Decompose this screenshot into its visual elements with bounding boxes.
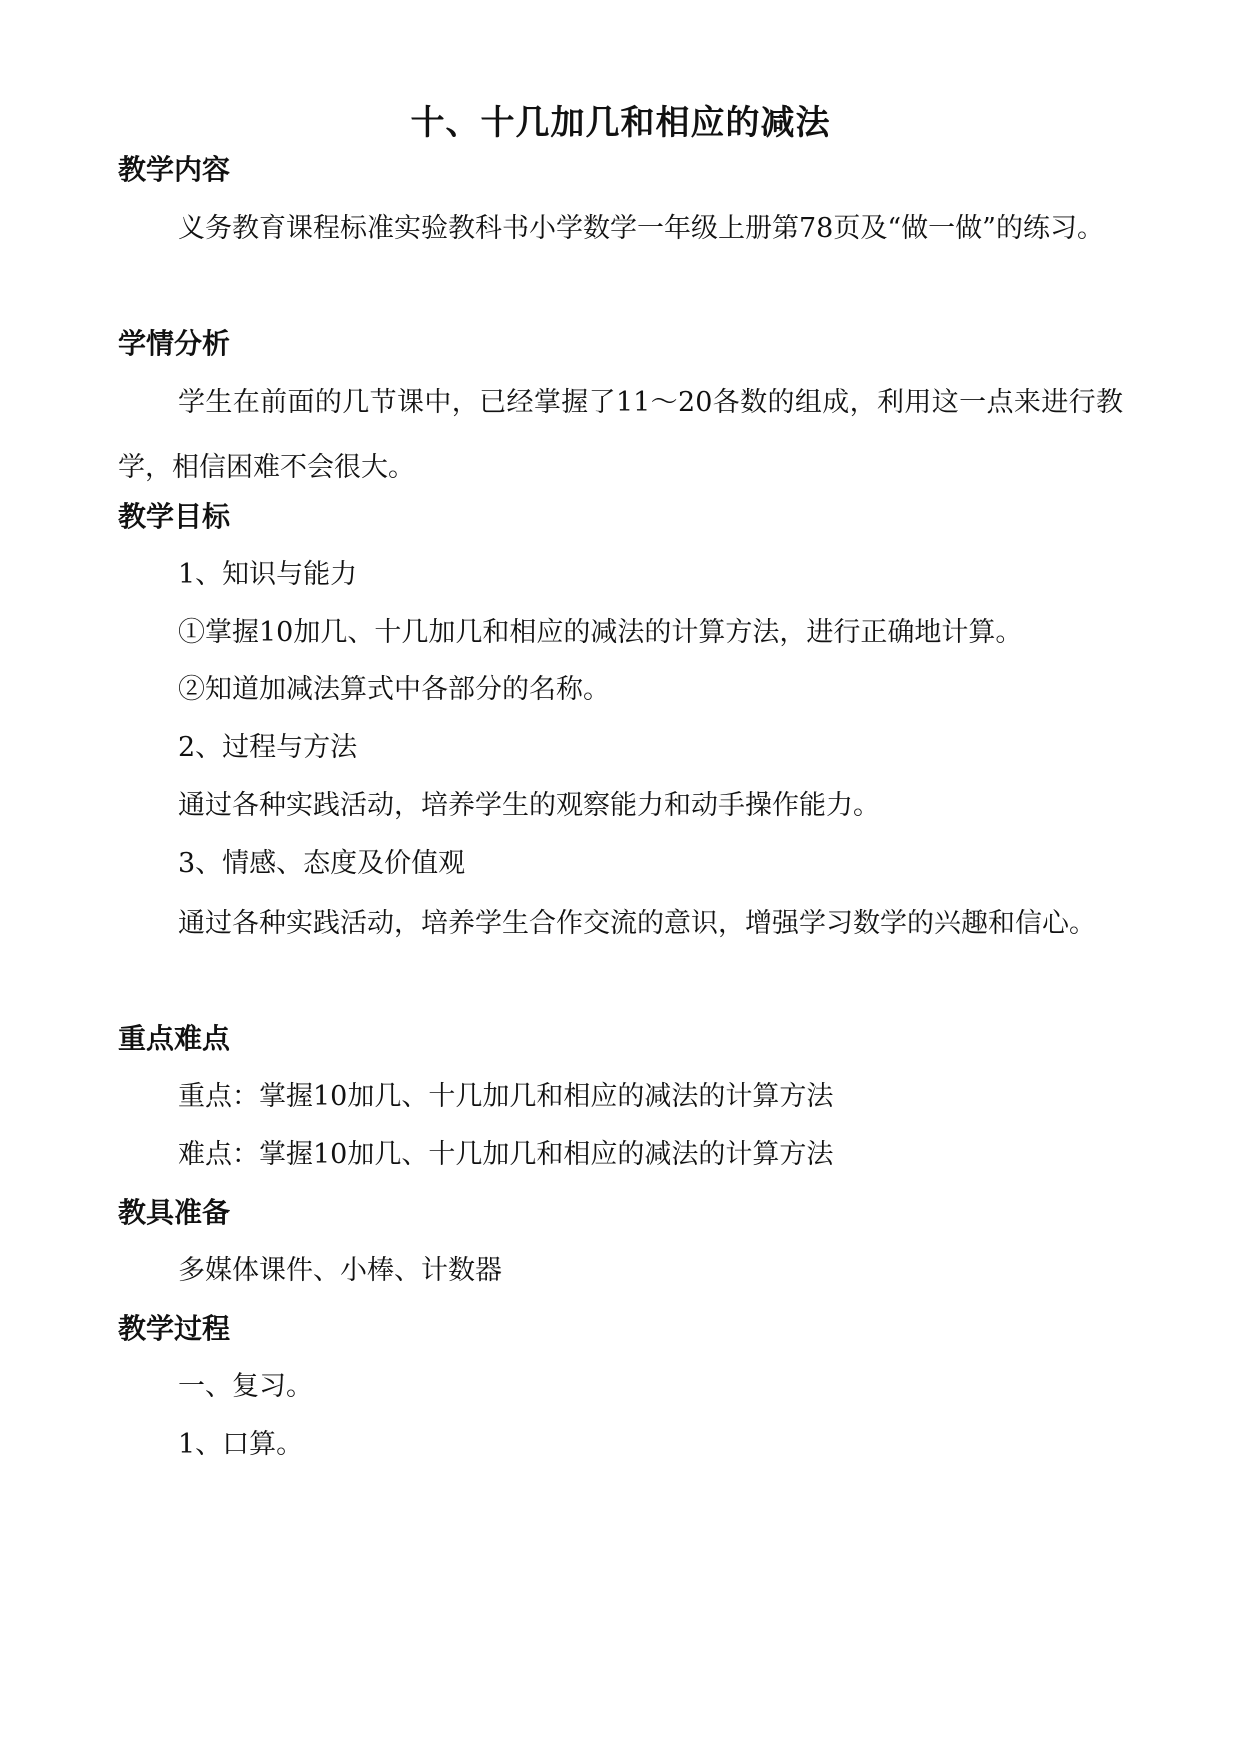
heading-student-analysis: 学情分析 xyxy=(118,327,231,360)
paragraph-teaching-content: 义务教育课程标准实验教科书小学数学一年级上册第78页及“做一做”的练习。 xyxy=(178,213,1104,244)
goal-item: 3、情感、态度及价值观 xyxy=(178,848,466,879)
goal-item: ①掌握10加几、十几加几和相应的减法的计算方法，进行正确地计算。 xyxy=(178,617,1023,648)
goal-item: 通过各种实践活动，培养学生的观察能力和动手操作能力。 xyxy=(178,790,880,821)
page-title: 十、十几加几和相应的减法 xyxy=(410,103,831,143)
heading-materials: 教具准备 xyxy=(118,1196,231,1229)
difficult-point-item: 难点：掌握10加几、十几加几和相应的减法的计算方法 xyxy=(178,1139,834,1170)
heading-teaching-process: 教学过程 xyxy=(118,1312,231,1345)
paragraph-goal-attitude: 通过各种实践活动，培养学生合作交流的意识，增强学习数学的兴趣和信心。 xyxy=(178,908,1096,939)
goal-item: 2、过程与方法 xyxy=(178,732,358,763)
goal-item: 1、知识与能力 xyxy=(178,559,358,590)
heading-teaching-goals: 教学目标 xyxy=(118,500,231,533)
heading-teaching-content: 教学内容 xyxy=(118,153,231,186)
materials-item: 多媒体课件、小棒、计数器 xyxy=(178,1255,502,1286)
process-item: 1、口算。 xyxy=(178,1429,304,1460)
goal-item: ②知道加减法算式中各部分的名称。 xyxy=(178,674,610,705)
process-item: 一、复习。 xyxy=(178,1371,313,1402)
paragraph-student-analysis: 学生在前面的几节课中，已经掌握了11～20各数的组成，利用这一点来进行教学，相信困难不会很大。 xyxy=(118,387,1123,483)
key-point-item: 重点：掌握10加几、十几加几和相应的减法的计算方法 xyxy=(178,1081,834,1112)
heading-key-points: 重点难点 xyxy=(118,1022,231,1055)
